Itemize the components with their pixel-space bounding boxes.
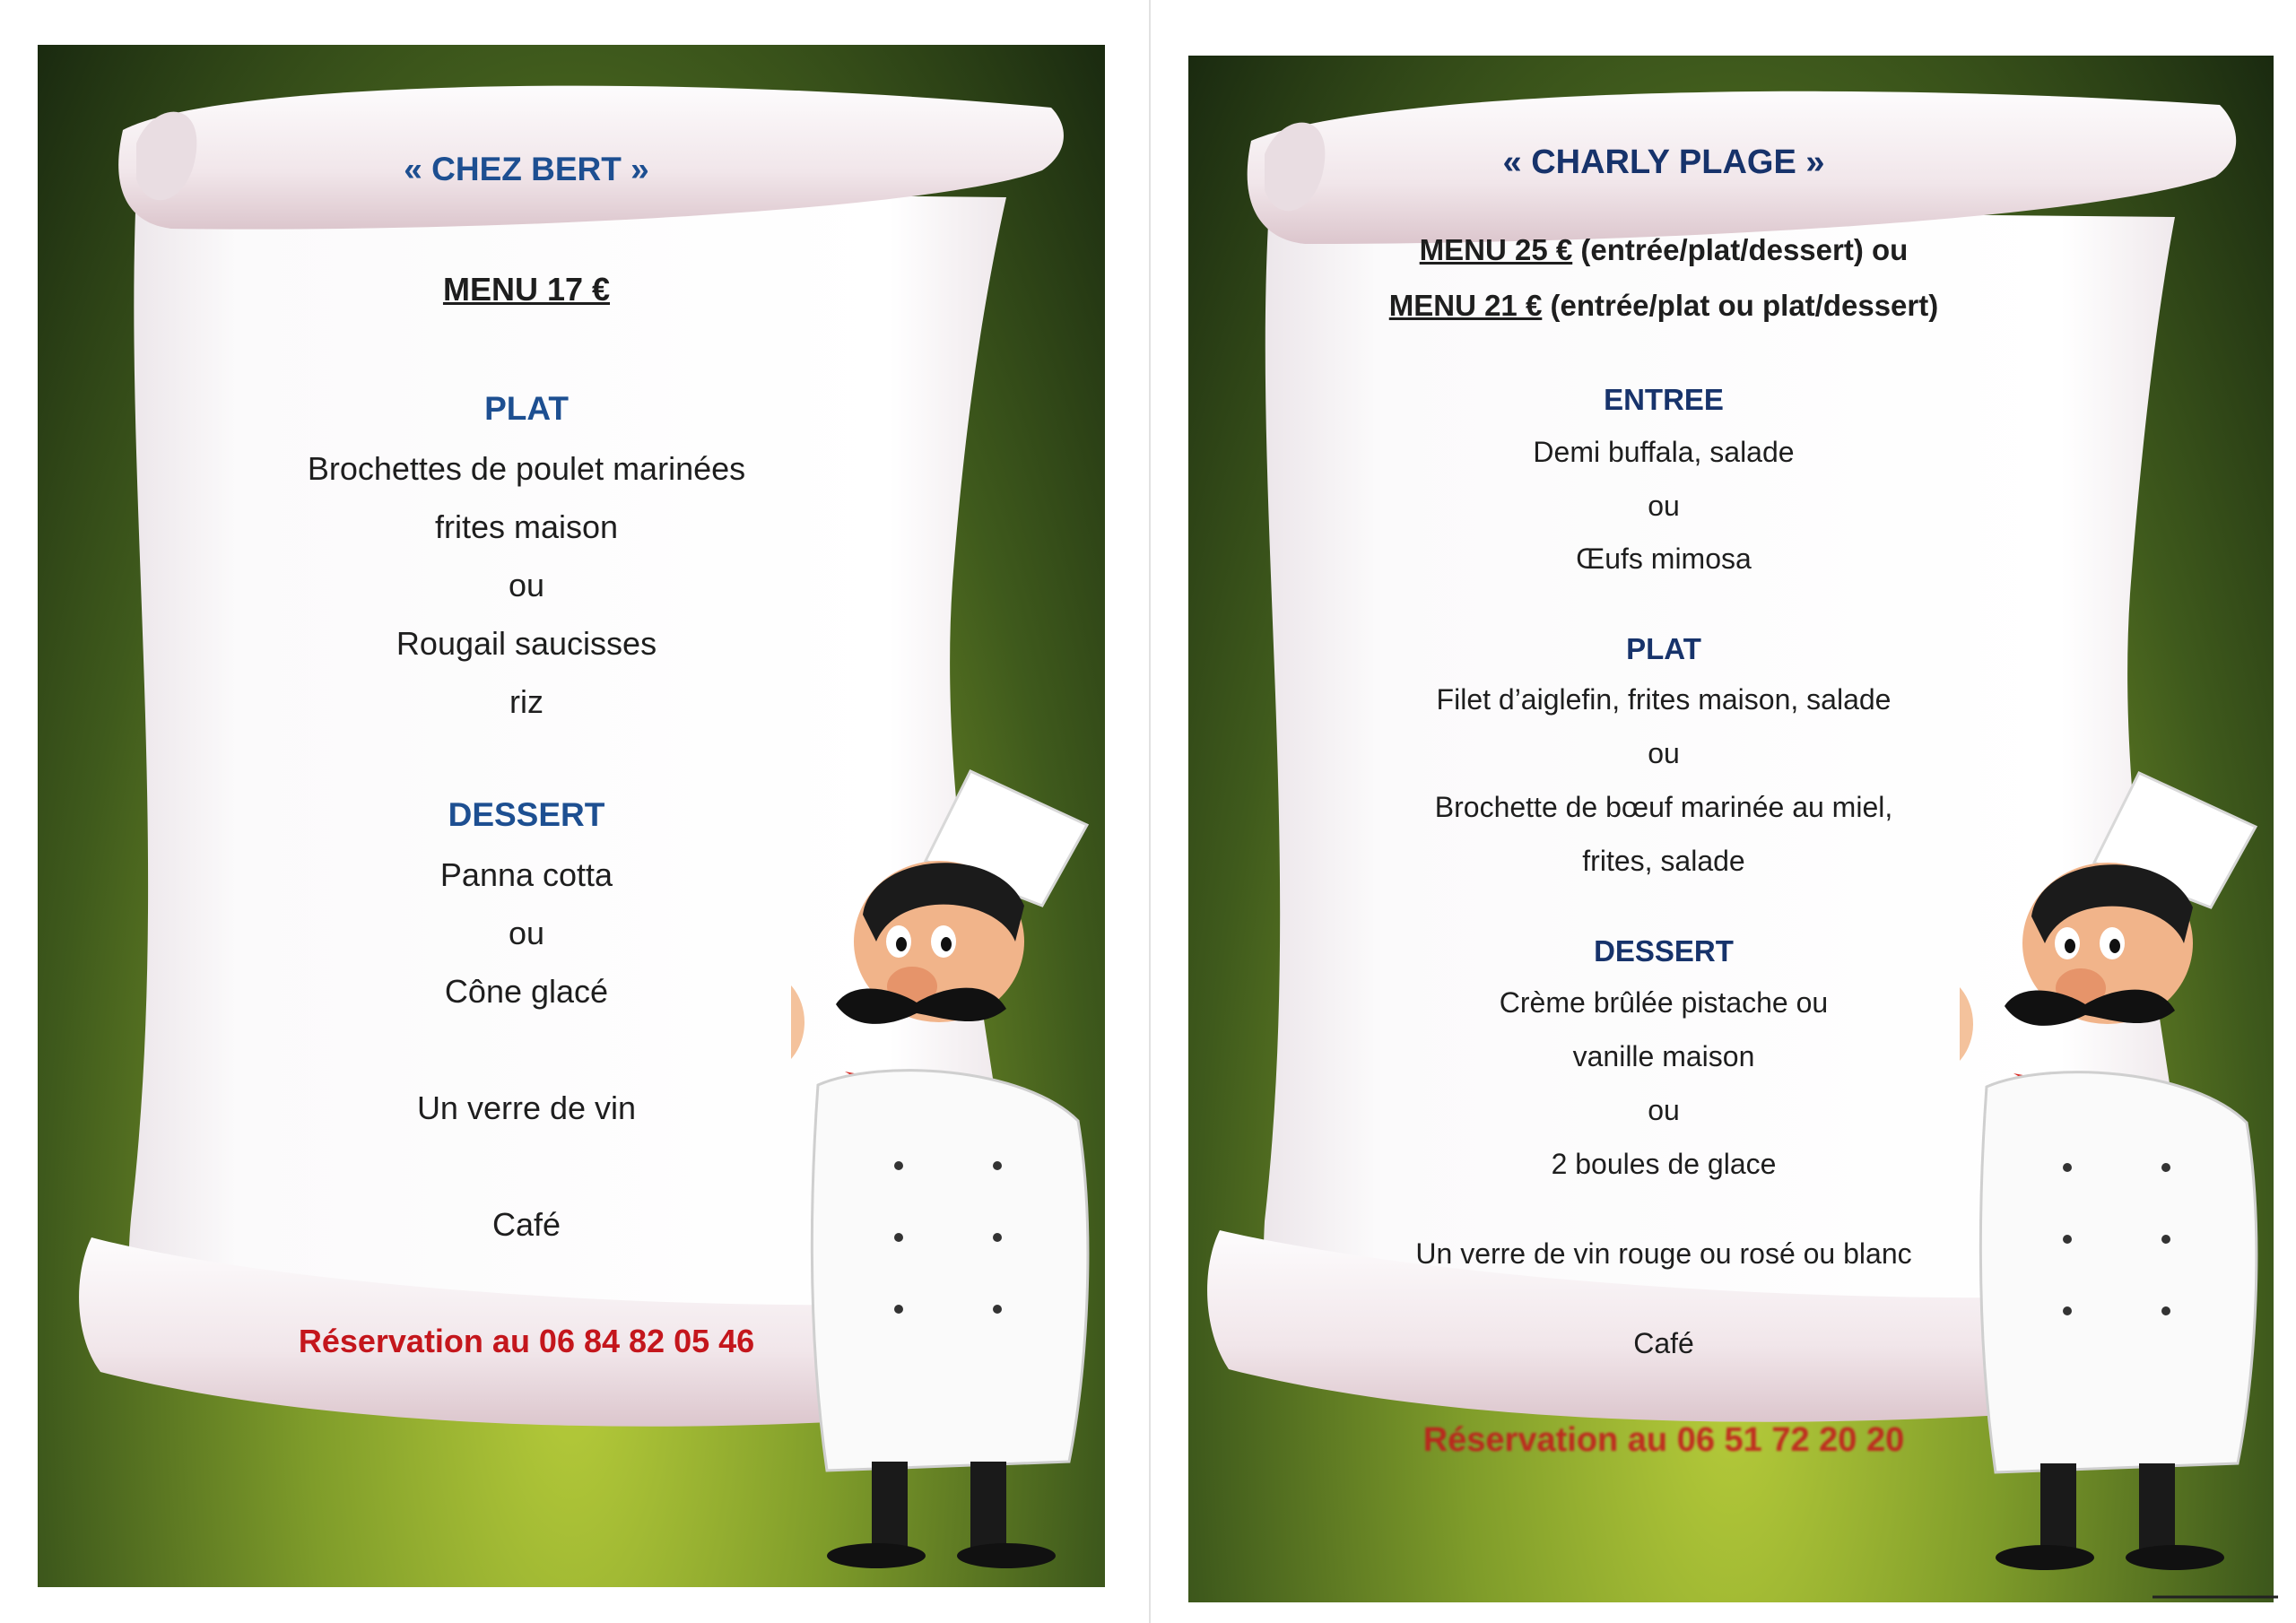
reservation-phone: Réservation au 06 84 82 05 46 <box>298 1323 755 1359</box>
reservation-phone: Réservation au 06 51 72 20 20 <box>1422 1421 1905 1459</box>
extra-item: Un verre de vin <box>416 1089 637 1126</box>
section-heading-plat: PLAT <box>1626 632 1701 665</box>
section-heading-dessert: DESSERT <box>448 796 605 833</box>
dessert-item: Cône glacé <box>444 973 609 1010</box>
dessert-item: Panna cotta <box>439 856 613 893</box>
dessert-item: 2 boules de glace <box>1551 1148 1777 1180</box>
menu-price: MENU 25 € <box>1419 233 1573 266</box>
plat-item: ou <box>508 567 545 603</box>
restaurant-title: « CHARLY PLAGE » <box>1502 143 1825 181</box>
extra-item: Café <box>1633 1327 1694 1359</box>
menu-sheet-charly-plage <box>1188 56 2274 1602</box>
plat-item: frites maison <box>434 508 619 545</box>
menu-price: MENU 17 € <box>442 271 611 308</box>
section-heading-entree: ENTREE <box>1604 383 1724 416</box>
plat-item: Brochette de bœuf marinée au miel, <box>1434 791 1893 823</box>
menu-price: MENU 21 € <box>1388 289 1543 322</box>
menu-line-1 <box>1188 233 2206 267</box>
section-heading-dessert: DESSERT <box>1594 934 1734 968</box>
menu-description: (entrée/plat ou plat/dessert) <box>1542 289 1939 322</box>
restaurant-title: « CHEZ BERT » <box>404 151 649 187</box>
section-heading-plat: PLAT <box>484 390 569 427</box>
page-edge-line <box>2152 1594 2278 1600</box>
entree-item: ou <box>1648 490 1680 522</box>
plat-item: Rougail saucisses <box>396 625 657 662</box>
dessert-item: ou <box>1648 1094 1680 1126</box>
plat-item: Filet d’aiglefin, frites maison, salade <box>1436 683 1892 716</box>
page-divider <box>1148 0 1152 1623</box>
menu-line-2 <box>1188 289 2206 323</box>
dessert-item: ou <box>508 915 545 951</box>
extra-item: Café <box>491 1206 561 1243</box>
extra-item: Un verre de vin rouge ou rosé ou blanc <box>1415 1237 1912 1270</box>
entree-item: Œufs mimosa <box>1576 542 1752 575</box>
entree-item: Demi buffala, salade <box>1533 436 1795 468</box>
plat-item: Brochettes de poulet marinées <box>307 450 746 487</box>
menu-sheet-chez-bert <box>38 45 1105 1587</box>
dessert-item: Crème brûlée pistache ou <box>1499 986 1829 1019</box>
dessert-item: vanille maison <box>1572 1040 1755 1072</box>
plat-item: riz <box>509 683 544 720</box>
menu-description: (entrée/plat/dessert) ou <box>1572 233 1909 266</box>
plat-item: frites, salade <box>1582 845 1745 877</box>
plat-item: ou <box>1648 737 1680 769</box>
